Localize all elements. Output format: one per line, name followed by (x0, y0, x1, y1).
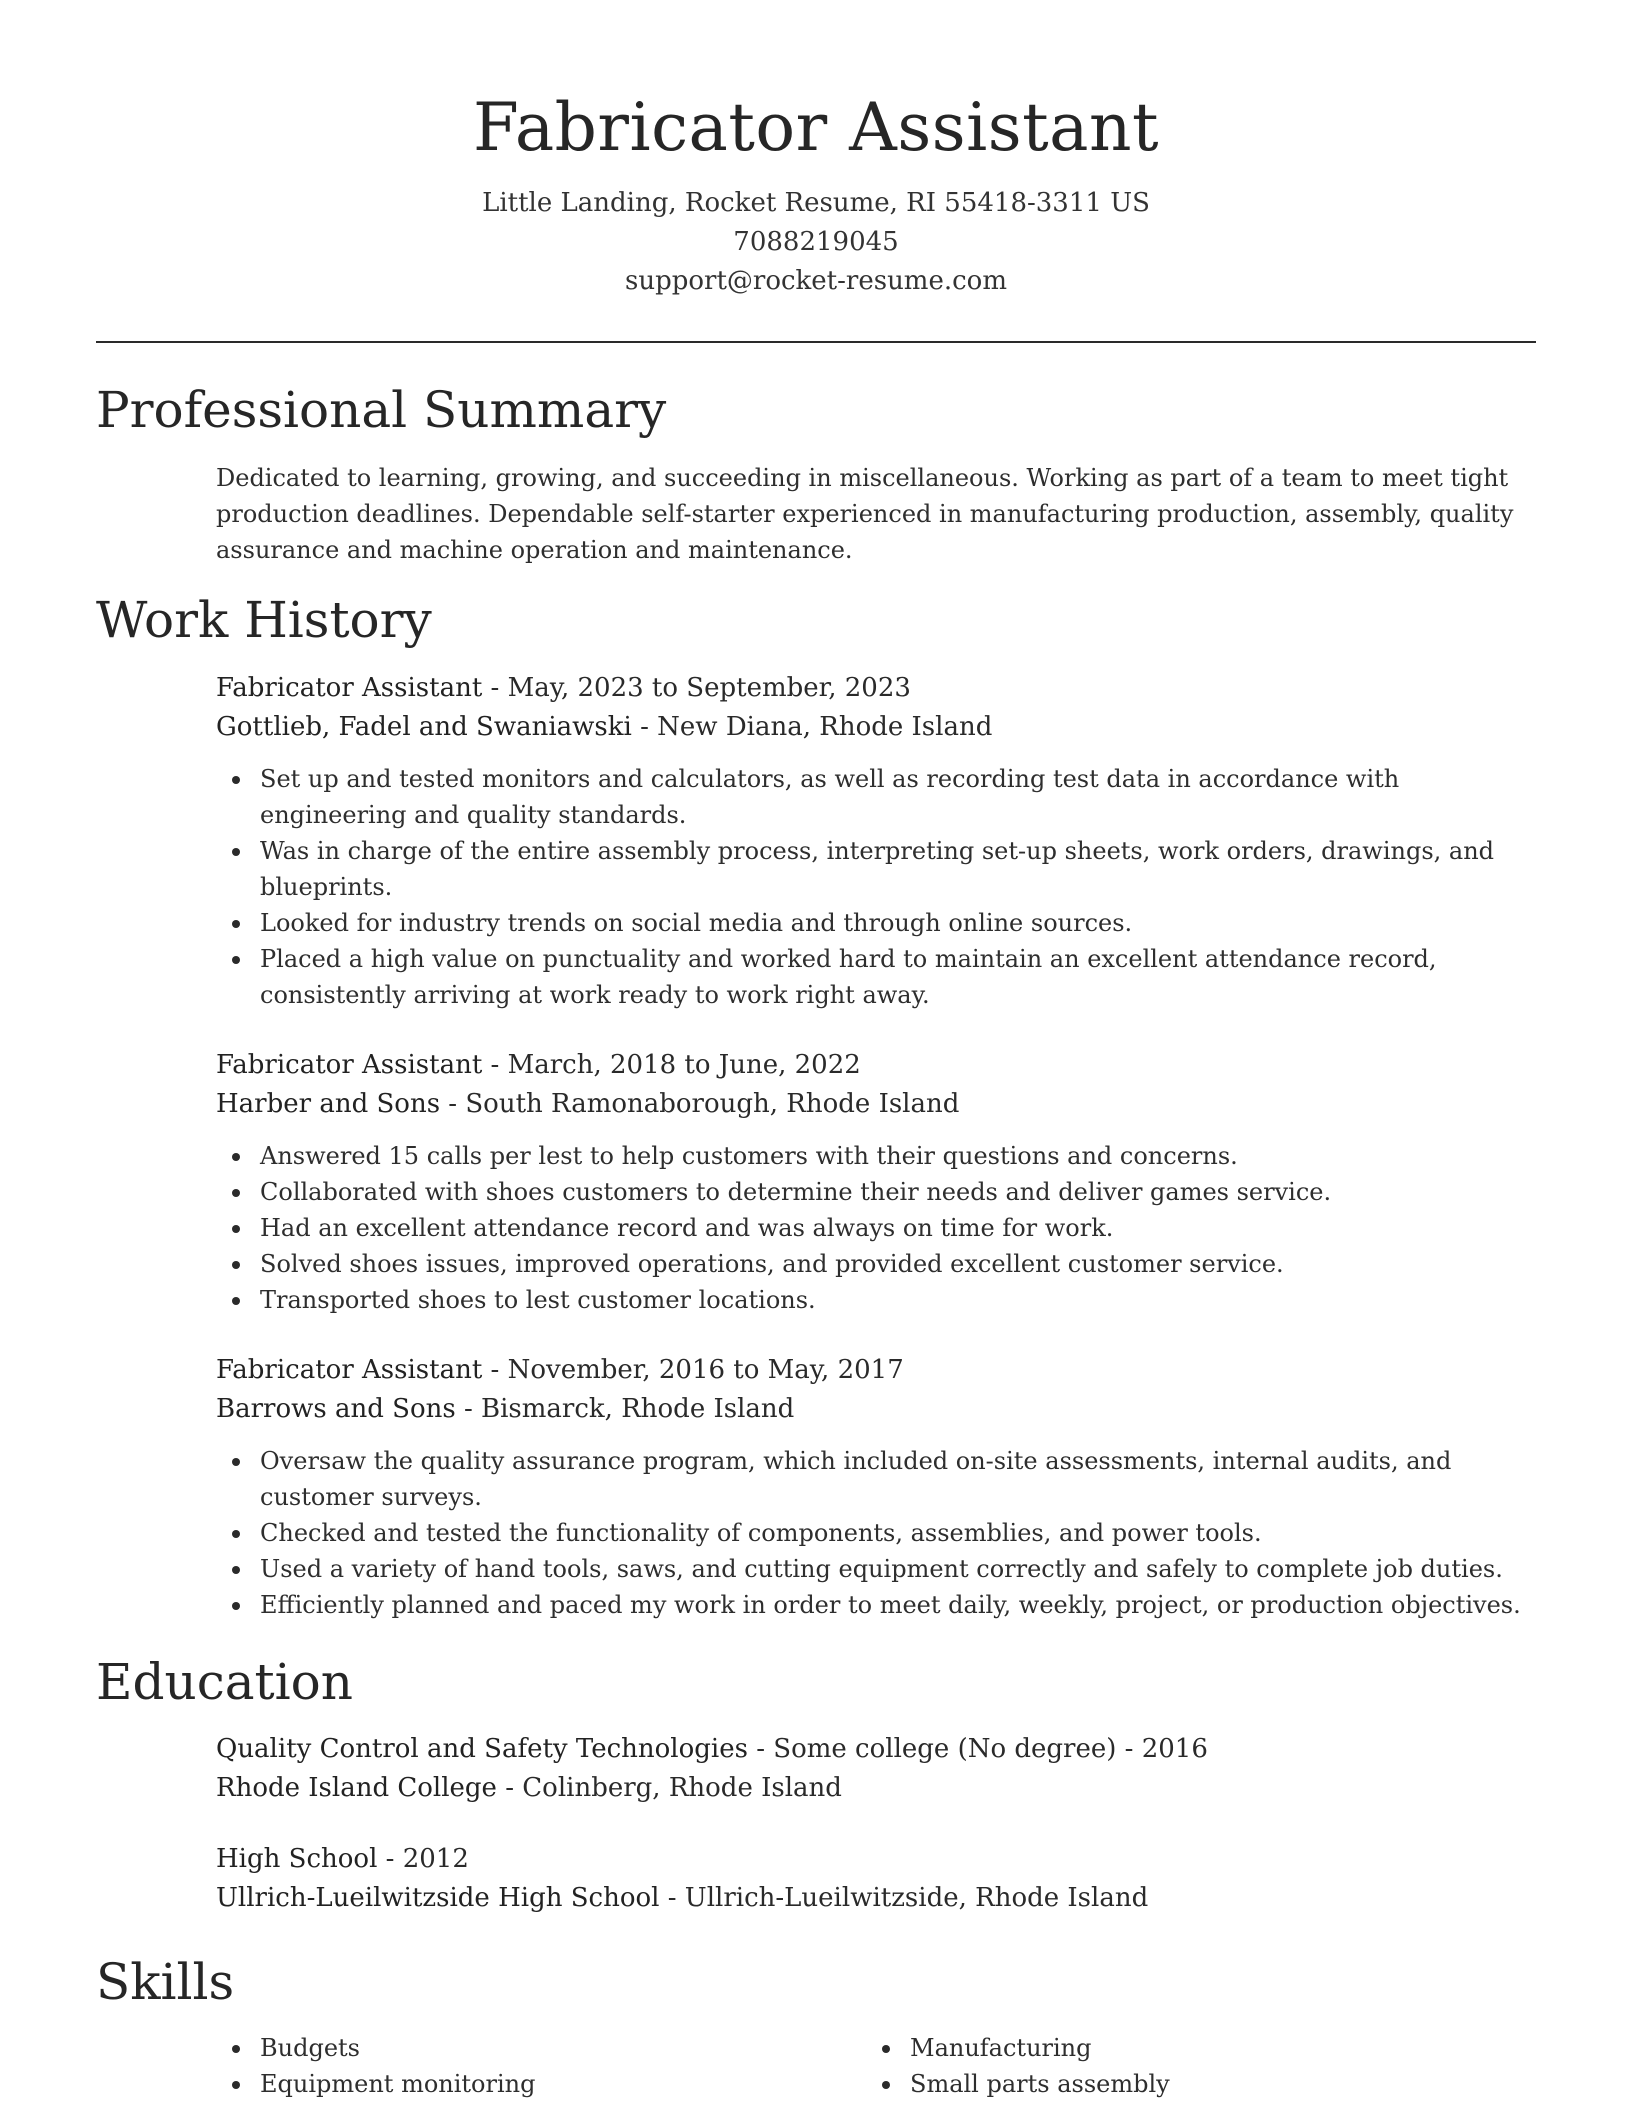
education-school-line (216, 1769, 1516, 1808)
education-detail: - Some college (No degree) - 2016 (747, 1734, 1208, 1764)
job-employer: Barrows and Sons (216, 1394, 456, 1424)
job-duty: Placed a high value on punctuality and worked hard to maintain an excellent attendance record, consistently arriving at work ready to work right away. (260, 941, 1546, 1013)
education-school: Rhode Island College (216, 1773, 497, 1803)
job-duty: Answered 15 calls per lest to help customers with their questions and concerns. (260, 1138, 1546, 1174)
skills-grid (216, 2030, 1536, 2102)
job-duty: Set up and tested monitors and calculators, as well as recording test data in accordance with engineering and quality standards. (260, 761, 1546, 833)
job-employer-line (216, 1085, 1546, 1124)
job-entry (216, 669, 1546, 1013)
job-duty: Was in charge of the entire assembly process, interpreting set-up sheets, work orders, drawings, and blueprints. (260, 833, 1546, 905)
candidate-name: Fabricator Assistant (473, 89, 1159, 166)
education-degree: Quality Control and Safety Technologies (216, 1734, 748, 1764)
education-degree-line (216, 1730, 1516, 1769)
contact-email: support@rocket-resume.com (624, 266, 1007, 296)
job-duty: Checked and tested the functionality of components, assemblies, and power tools. (260, 1515, 1546, 1551)
job-duty: Transported shoes to lest customer locations. (260, 1282, 1546, 1318)
skills-list (216, 2030, 866, 2102)
job-title-line (216, 1046, 1546, 1085)
job-position: Fabricator Assistant (216, 1050, 483, 1080)
skills-list (866, 2030, 1516, 2102)
section-title-work-history: Work History (96, 591, 432, 649)
education-school: Ullrich-Lueilwitzside High School (216, 1883, 660, 1913)
contact-phone: 7088219045 (733, 227, 899, 257)
education-degree: High School (216, 1844, 378, 1874)
job-duties-list (216, 761, 1546, 1013)
education-degree-line (216, 1840, 1516, 1879)
skill-item: Equipment monitoring (260, 2066, 866, 2102)
education-location: - Ullrich-Lueilwitzside, Rhode Island (659, 1883, 1149, 1913)
summary-text: Dedicated to learning, growing, and succeeding in miscellaneous. Working as part of a team to meet tight production deadlines. Dependable self-starter experienced in manufacturing production, assembly, quality assurance and machine operation and maintenance. (216, 464, 1514, 564)
section-title-skills: Skills (96, 1953, 235, 2011)
education-entry (216, 1840, 1516, 1918)
job-employer-line (216, 1390, 1546, 1429)
skills-column-left (216, 2030, 866, 2102)
education-detail: - 2012 (377, 1844, 469, 1874)
skill-item: Budgets (260, 2030, 866, 2066)
contact-info (0, 184, 1632, 301)
job-location: - Bismarck, Rhode Island (455, 1394, 795, 1424)
skill-item: Small parts assembly (910, 2066, 1516, 2102)
job-title-line (216, 1351, 1546, 1390)
resume-header (0, 0, 1632, 301)
job-position: Fabricator Assistant (216, 1355, 483, 1385)
job-location: - South Ramonaborough, Rhode Island (440, 1089, 960, 1119)
job-duty: Had an excellent attendance record and was always on time for work. (260, 1210, 1546, 1246)
job-entry (216, 1351, 1546, 1623)
job-position: Fabricator Assistant (216, 673, 483, 703)
job-duty: Oversaw the quality assurance program, which included on-site assessments, internal audits, and customer surveys. (260, 1443, 1546, 1515)
job-duties-list (216, 1443, 1546, 1623)
education-school-line (216, 1879, 1516, 1918)
job-employer: Gottlieb, Fadel and Swaniawski (216, 712, 632, 742)
skill-item: Manufacturing (910, 2030, 1516, 2066)
job-entry (216, 1046, 1546, 1318)
job-duty: Solved shoes issues, improved operations, and provided excellent customer service. (260, 1246, 1546, 1282)
job-duties-list (216, 1138, 1546, 1318)
skills-column-right (866, 2030, 1516, 2102)
job-duty: Looked for industry trends on social media and through online sources. (260, 905, 1546, 941)
section-title-education: Education (96, 1653, 353, 1711)
job-title-line (216, 669, 1546, 708)
job-duty: Efficiently planned and paced my work in order to meet daily, weekly, project, or production objectives. (260, 1587, 1546, 1623)
job-dates: - November, 2016 to May, 2017 (482, 1355, 904, 1385)
contact-address: Little Landing, Rocket Resume, RI 55418-3311 US (482, 188, 1150, 218)
education-entry (216, 1730, 1516, 1808)
job-dates: - May, 2023 to September, 2023 (482, 673, 911, 703)
job-dates: - March, 2018 to June, 2022 (482, 1050, 861, 1080)
job-duty: Used a variety of hand tools, saws, and cutting equipment correctly and safely to complete job duties. (260, 1551, 1546, 1587)
job-employer-line (216, 708, 1546, 747)
education-location: - Colinberg, Rhode Island (496, 1773, 842, 1803)
job-location: - New Diana, Rhode Island (631, 712, 993, 742)
section-title-summary: Professional Summary (96, 381, 667, 439)
job-duty: Collaborated with shoes customers to determine their needs and deliver games service. (260, 1174, 1546, 1210)
header-divider (96, 341, 1536, 343)
job-employer: Harber and Sons (216, 1089, 441, 1119)
